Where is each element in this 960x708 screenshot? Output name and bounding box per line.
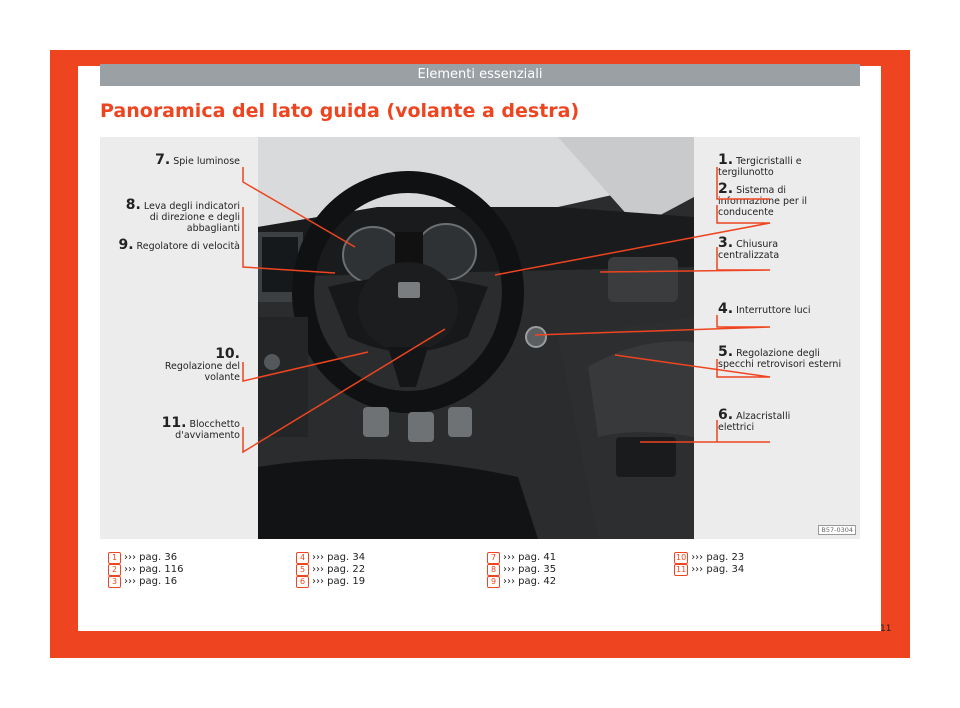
- callout-6: 6. Alzacristalli elettrici: [718, 407, 791, 433]
- refs-col-1: [108, 552, 183, 588]
- callout-leader-lines: [100, 137, 860, 539]
- page-number: 11: [880, 624, 892, 634]
- ref-item[interactable]: 9 ››› pag. 42: [487, 576, 556, 588]
- page-title: Panoramica del lato guida (volante a destra): [100, 100, 580, 122]
- cockpit-figure: [100, 137, 860, 539]
- figure-code: B57-0304: [818, 525, 856, 535]
- ref-item[interactable]: 8 ››› pag. 35: [487, 564, 556, 576]
- refs-col-2: [296, 552, 365, 588]
- callout-4: 4. Interruttore luci: [718, 301, 811, 317]
- callout-9: 9. Regolatore di velocità: [118, 237, 240, 253]
- callout-8: 8. Leva degli indicatori di direzione e degli abbaglianti: [125, 197, 240, 234]
- ref-item[interactable]: 2 ››› pag. 116: [108, 564, 183, 576]
- ref-item[interactable]: 6 ››› pag. 19: [296, 576, 365, 588]
- ref-item[interactable]: 7 ››› pag. 41: [487, 552, 556, 564]
- section-header: Elementi essenziali: [100, 64, 860, 86]
- callout-11: 11. Blocchetto d'avviamento: [161, 415, 240, 441]
- ref-item[interactable]: 3 ››› pag. 16: [108, 576, 183, 588]
- ref-item[interactable]: 10 ››› pag. 23: [676, 552, 745, 563]
- callout-3: 3. Chiusura centralizzata: [718, 235, 780, 261]
- callout-1: 1. Tergicristalli e tergilunotto: [718, 152, 802, 178]
- callout-7: 7. Spie luminose: [155, 152, 240, 168]
- ref-item[interactable]: 5 ››› pag. 22: [296, 564, 365, 576]
- callout-2: 2. Sistema di informazione per il conducente: [718, 181, 808, 218]
- refs-col-4: [674, 552, 744, 576]
- refs-col-3: [487, 552, 556, 588]
- ref-item[interactable]: 1 ››› pag. 36: [108, 552, 183, 564]
- ref-item[interactable]: 4 ››› pag. 34: [296, 552, 365, 564]
- callout-5: 5. Regolazione degli specchi retrovisori esterni: [718, 344, 842, 370]
- callout-10: 10. Regolazione del volante: [164, 346, 240, 383]
- ref-item[interactable]: 11 ››› pag. 34: [676, 564, 745, 575]
